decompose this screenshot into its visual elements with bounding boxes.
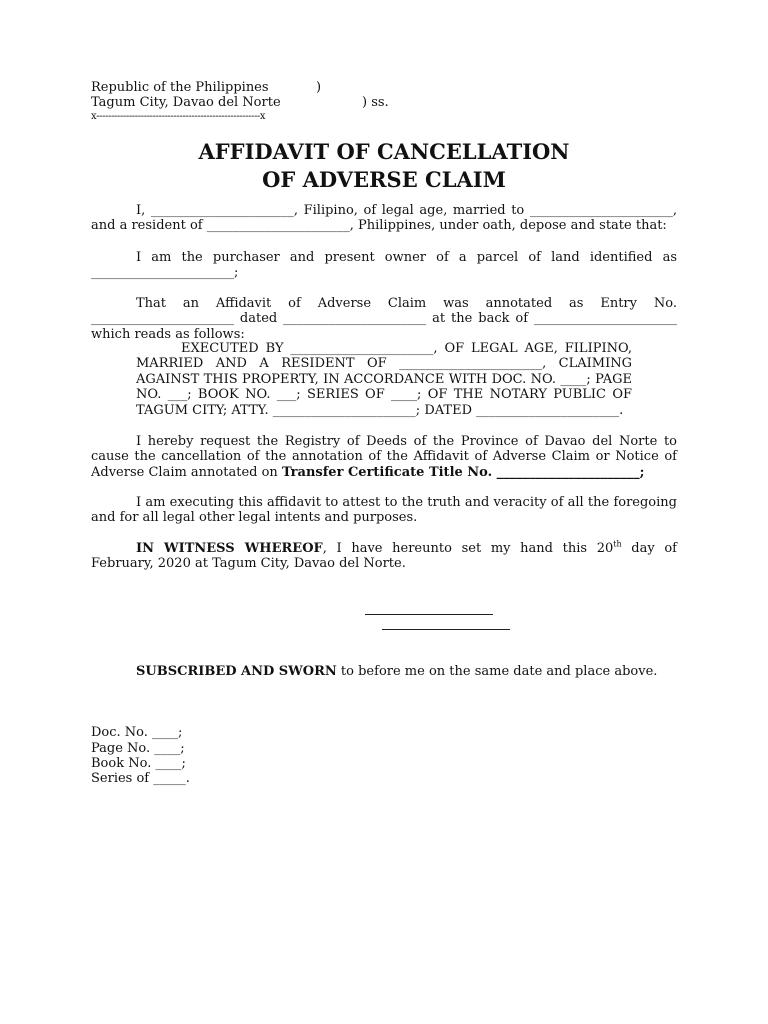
header-rule: x-------------------------------------------------------x xyxy=(91,111,266,122)
notary-series: Series of _____. xyxy=(91,771,190,786)
paragraph-witness-text xyxy=(91,541,677,572)
paragraph-witness xyxy=(91,541,677,572)
header-city: Tagum City, Davao del Norte xyxy=(91,95,281,110)
title-line-2: OF ADVERSE CLAIM xyxy=(262,167,506,192)
header-paren: ) xyxy=(316,80,322,95)
jurat-text: to before me on the same date and place above. xyxy=(336,664,658,679)
paragraph-jurat-text xyxy=(91,664,677,679)
title-line-1: AFFIDAVIT OF CANCELLATION xyxy=(198,139,570,164)
paragraph-purpose xyxy=(91,495,677,526)
quoted-annotation xyxy=(136,341,632,418)
request-text: I hereby request the Registry of Deeds of the Province of Davao del Norte to cause the cancellation of the annotation of the Affidavit of Adverse Claim or Notice of Adverse Claim annotated on xyxy=(91,434,677,480)
notary-doc-no: Doc. No. ____; xyxy=(91,725,183,740)
witness-ordinal: th xyxy=(613,539,622,549)
header-ss: ) ss. xyxy=(362,95,389,110)
header-republic: Republic of the Philippines xyxy=(91,80,269,95)
paragraph-ownership-text: I am the purchaser and present owner of a parcel of land identified as ______________________; xyxy=(91,250,677,281)
paragraph-identity xyxy=(91,203,677,234)
paragraph-ownership xyxy=(91,250,677,281)
signature-line-affiant xyxy=(365,614,493,616)
jurat-heading: SUBSCRIBED AND SWORN xyxy=(136,664,337,679)
paragraph-purpose-text: I am executing this affidavit to attest to the truth and veracity of all the foregoing and for all legal other legal intents and purposes. xyxy=(91,495,677,526)
request-tct: Transfer Certificate Title No. ______________________; xyxy=(281,464,645,480)
signature-line-name xyxy=(382,629,510,631)
quoted-annotation-text: EXECUTED BY ______________________, OF LEGAL AGE, FILIPINO, MARRIED AND A RESIDENT OF ______________________, CLAIMING AGAINST THIS PROPERTY, IN ACCORDANCE WITH DOC. NO. ____; PAGE NO. ___; BOOK NO. ___; SERIES OF ____; OF THE NOTARY PUBLIC OF TAGUM CITY; ATTY. ______________________; DATED ______________________. xyxy=(136,341,632,418)
paragraph-annotation xyxy=(91,296,677,342)
notary-book-no: Book No. ____; xyxy=(91,756,186,771)
paragraph-identity-text: I, ______________________, Filipino, of legal age, married to ______________________, and a resident of ______________________, Philippines, under oath, depose and state that: xyxy=(91,203,677,234)
paragraph-jurat xyxy=(91,664,677,679)
paragraph-request-text xyxy=(91,434,677,480)
witness-tail: day of February, 2020 at Tagum City, Davao del Norte. xyxy=(91,541,677,572)
witness-heading: IN WITNESS WHEREOF xyxy=(136,541,323,556)
notary-page-no: Page No. ____; xyxy=(91,741,185,756)
witness-text: , I have hereunto set my hand this 20 xyxy=(322,541,614,556)
paragraph-request xyxy=(91,434,677,480)
paragraph-annotation-text: That an Affidavit of Adverse Claim was annotated as Entry No. ______________________ dated ______________________ at the back of ______________________ which reads as follows: xyxy=(91,296,677,342)
